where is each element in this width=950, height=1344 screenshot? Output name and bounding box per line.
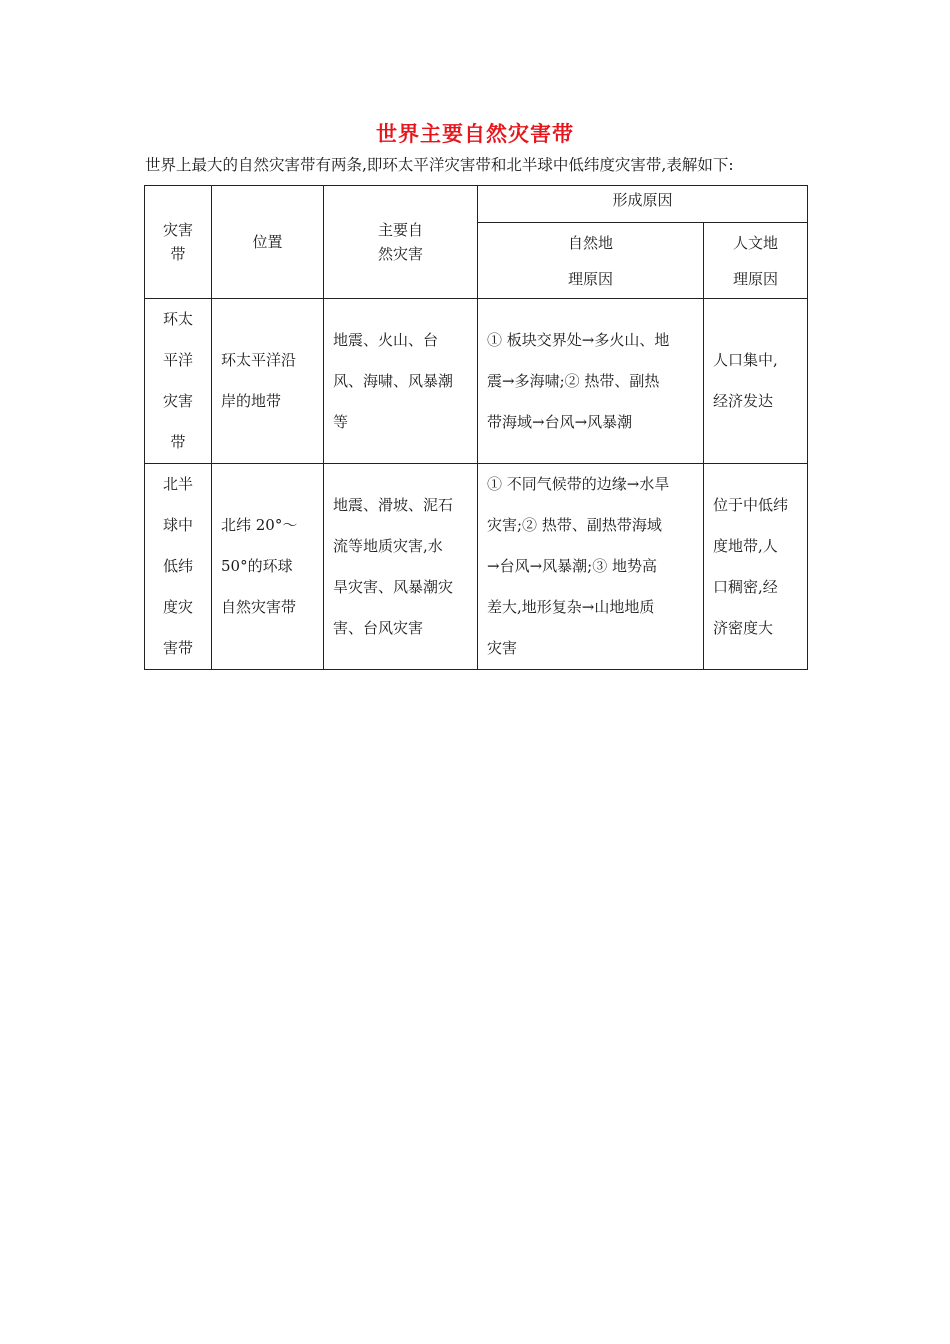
table-header-row [145, 186, 808, 223]
zone-cell: 北半 球中 低纬 度灾 害带 [145, 464, 212, 670]
table-row [145, 299, 808, 464]
header-location: 位置 [212, 186, 324, 299]
natural-causes-cell: ① 不同气候带的边缘→水旱 灾害;② 热带、副热带海域 →台风→风暴潮;③ 地势高 差大,地形复杂→山地地质 灾害 [478, 464, 704, 670]
header-causes: 形成原因 [478, 186, 808, 223]
main-disasters-cell: 地震、滑坡、泥石 流等地质灾害,水 旱灾害、风暴潮灾 害、台风灾害 [324, 464, 478, 670]
intro-paragraph: 世界上最大的自然灾害带有两条,即环太平洋灾害带和北半球中低纬度灾害带,表解如下: [145, 156, 734, 174]
table-row [145, 464, 808, 670]
human-causes-cell: 人口集中, 经济发达 [704, 299, 808, 464]
human-causes-cell: 位于中低纬 度地带,人 口稠密,经 济密度大 [704, 464, 808, 670]
header-zone: 灾害 带 [145, 186, 212, 299]
header-human-causes: 人文地 理原因 [704, 223, 808, 299]
header-natural-causes: 自然地 理原因 [478, 223, 704, 299]
main-disasters-cell: 地震、火山、台 风、海啸、风暴潮 等 [324, 299, 478, 464]
disaster-zones-table [144, 185, 808, 670]
location-cell: 北纬 20°～ 50°的环球 自然灾害带 [212, 464, 324, 670]
document-title: 世界主要自然灾害带 [376, 122, 574, 146]
header-main-disasters: 主要自 然灾害 [324, 186, 478, 299]
zone-cell: 环太 平洋 灾害 带 [145, 299, 212, 464]
location-cell: 环太平洋沿 岸的地带 [212, 299, 324, 464]
natural-causes-cell: ① 板块交界处→多火山、地 震→多海啸;② 热带、副热 带海域→台风→风暴潮 [478, 299, 704, 464]
